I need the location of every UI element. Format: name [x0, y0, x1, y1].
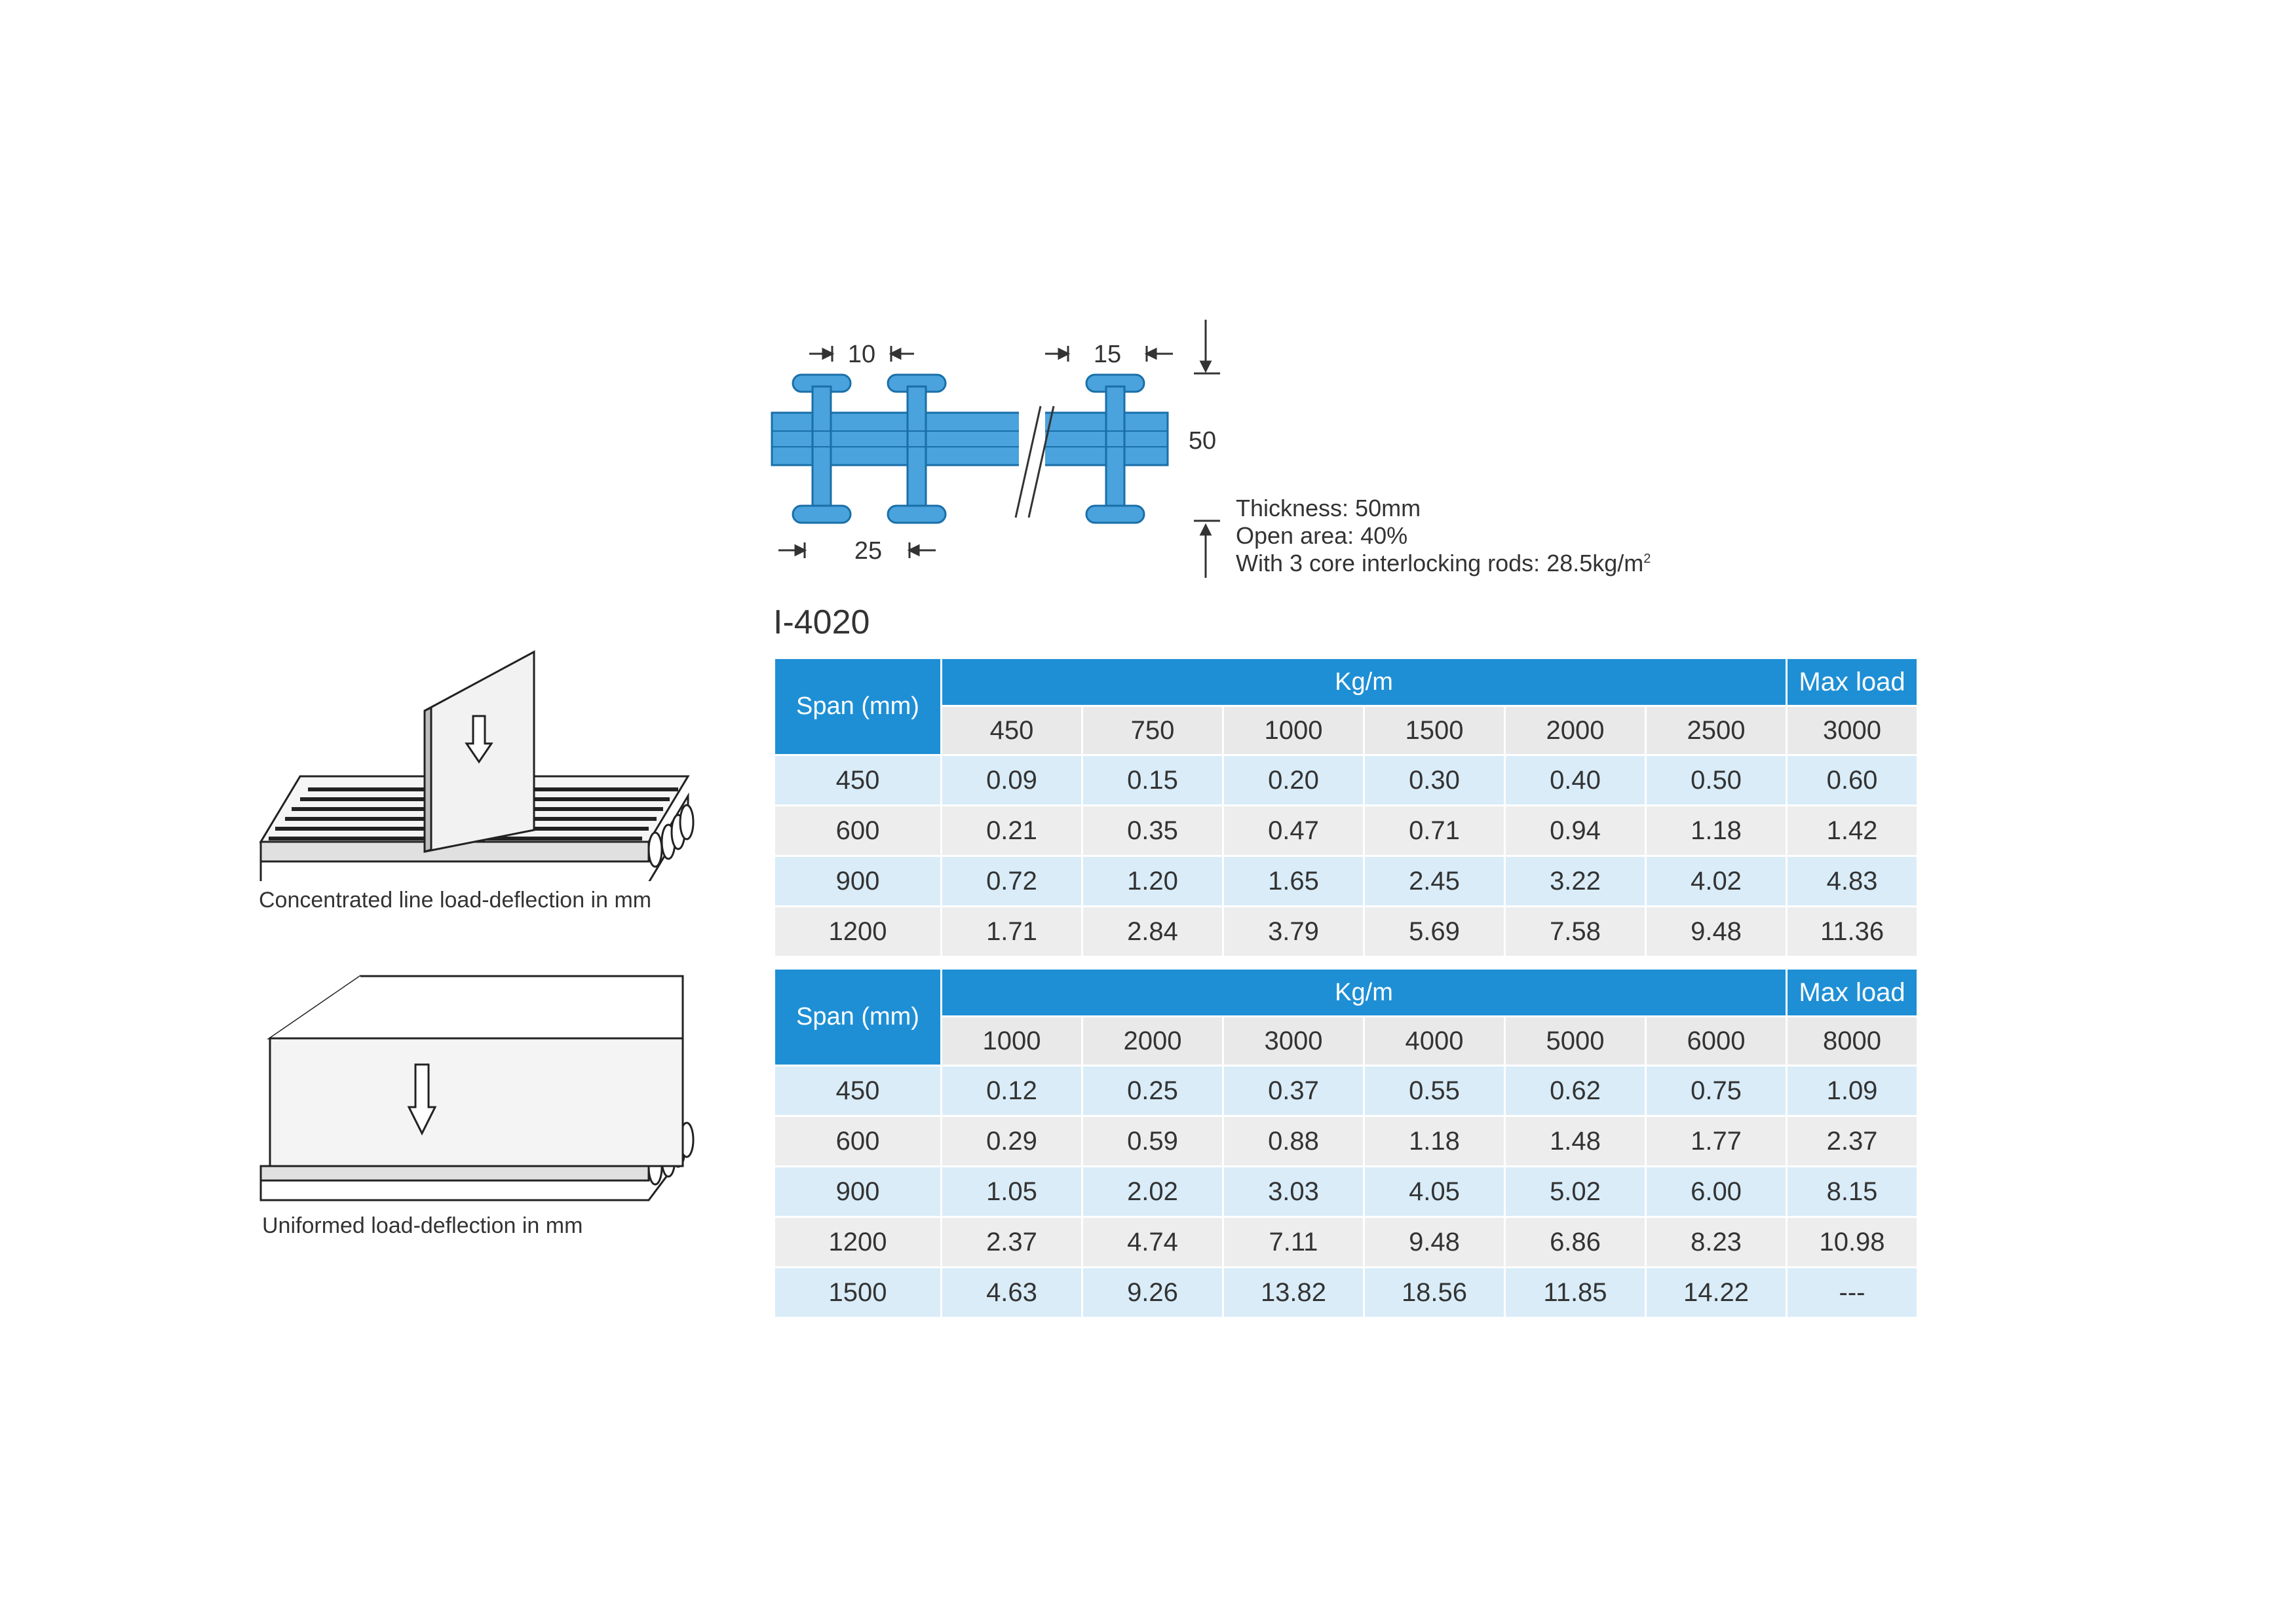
deflection-value: 14.22	[1646, 1268, 1787, 1318]
span-value: 1200	[775, 1217, 942, 1268]
span-value: 1200	[775, 907, 942, 957]
load-value: 2000	[1505, 706, 1646, 755]
deflection-value: 18.56	[1364, 1268, 1505, 1318]
deflection-value: 4.05	[1364, 1167, 1505, 1217]
deflection-value: 9.26	[1082, 1268, 1223, 1318]
deflection-value: 2.45	[1364, 856, 1505, 907]
deflection-value: 0.71	[1364, 806, 1505, 856]
deflection-value: 7.58	[1505, 907, 1646, 957]
load-value: 2000	[1082, 1017, 1223, 1066]
deflection-value: 1.05	[942, 1167, 1082, 1217]
deflection-value: 2.02	[1082, 1167, 1223, 1217]
product-code: I-4020	[773, 603, 870, 641]
deflection-value: 11.85	[1505, 1268, 1646, 1318]
load-value: 6000	[1646, 1017, 1787, 1066]
load-values-row	[775, 706, 1918, 755]
deflection-value: 1.71	[942, 907, 1082, 957]
deflection-value: 1.42	[1787, 806, 1918, 856]
deflection-value: 0.59	[1082, 1116, 1223, 1167]
deflection-value: 5.69	[1364, 907, 1505, 957]
spec-weight-superscript: 2	[1643, 552, 1651, 566]
load-header: Kg/m	[942, 658, 1787, 706]
span-header: Span (mm)	[775, 969, 942, 1066]
table-row	[775, 1217, 1918, 1268]
uniform-load-illustration	[256, 970, 701, 1205]
dim-height-label: 50	[1188, 427, 1217, 455]
span-value: 900	[775, 856, 942, 907]
deflection-value: 8.15	[1787, 1167, 1918, 1217]
deflection-value: 2.84	[1082, 907, 1223, 957]
deflection-value: 0.15	[1082, 755, 1223, 806]
deflection-value: 3.79	[1223, 907, 1364, 957]
deflection-value: 0.62	[1505, 1066, 1646, 1116]
deflection-value: 11.36	[1787, 907, 1918, 957]
table-row	[775, 907, 1918, 957]
load-value: 2500	[1646, 706, 1787, 755]
load-values-row	[775, 1017, 1918, 1066]
line-load-table	[773, 657, 1919, 958]
load-header: Kg/m	[942, 969, 1787, 1017]
deflection-value: 0.12	[942, 1066, 1082, 1116]
deflection-value: 4.02	[1646, 856, 1787, 907]
deflection-value: 0.20	[1223, 755, 1364, 806]
max-load-header: Max load	[1787, 969, 1918, 1017]
deflection-value: ---	[1787, 1268, 1918, 1318]
load-value: 450	[942, 706, 1082, 755]
line-load-illustration	[256, 645, 701, 881]
deflection-value: 1.48	[1505, 1116, 1646, 1167]
table-row	[775, 856, 1918, 907]
load-value: 1000	[942, 1017, 1082, 1066]
load-value: 4000	[1364, 1017, 1505, 1066]
load-value: 750	[1082, 706, 1223, 755]
span-value: 900	[775, 1167, 942, 1217]
dim-top-left-label: 10	[847, 341, 876, 368]
deflection-value: 6.00	[1646, 1167, 1787, 1217]
line-load-caption: Concentrated line load-deflection in mm	[259, 888, 652, 913]
profile-cross-section-diagram	[754, 308, 1252, 590]
deflection-value: 0.37	[1223, 1066, 1364, 1116]
spec-weight-text: With 3 core interlocking rods: 28.5kg/m	[1236, 550, 1644, 576]
dim-top-right-label: 15	[1093, 341, 1122, 368]
deflection-value: 1.65	[1223, 856, 1364, 907]
deflection-value: 0.40	[1505, 755, 1646, 806]
deflection-value: 3.22	[1505, 856, 1646, 907]
dim-bottom-label: 25	[854, 537, 883, 565]
table-row	[775, 1066, 1918, 1116]
deflection-value: 4.74	[1082, 1217, 1223, 1268]
load-value: 5000	[1505, 1017, 1646, 1066]
deflection-value: 0.09	[942, 755, 1082, 806]
uniform-load-table	[773, 968, 1919, 1319]
deflection-value: 5.02	[1505, 1167, 1646, 1217]
deflection-value: 3.03	[1223, 1167, 1364, 1217]
load-value: 8000	[1787, 1017, 1918, 1066]
deflection-value: 0.55	[1364, 1066, 1505, 1116]
deflection-value: 1.18	[1646, 806, 1787, 856]
span-value: 1500	[775, 1268, 942, 1318]
span-value: 600	[775, 806, 942, 856]
deflection-value: 13.82	[1223, 1268, 1364, 1318]
deflection-value: 0.88	[1223, 1116, 1364, 1167]
deflection-value: 0.50	[1646, 755, 1787, 806]
deflection-value: 2.37	[1787, 1116, 1918, 1167]
table-row	[775, 1167, 1918, 1217]
table-header-row	[775, 658, 1918, 706]
uniform-load-caption: Uniformed load-deflection in mm	[262, 1213, 583, 1238]
deflection-value: 6.86	[1505, 1217, 1646, 1268]
deflection-value: 7.11	[1223, 1217, 1364, 1268]
deflection-value: 2.37	[942, 1217, 1082, 1268]
deflection-value: 0.29	[942, 1116, 1082, 1167]
table-row	[775, 1268, 1918, 1318]
deflection-value: 0.35	[1082, 806, 1223, 856]
load-value: 1000	[1223, 706, 1364, 755]
deflection-value: 1.18	[1364, 1116, 1505, 1167]
load-value: 1500	[1364, 706, 1505, 755]
deflection-value: 0.30	[1364, 755, 1505, 806]
deflection-value: 9.48	[1364, 1217, 1505, 1268]
load-value: 3000	[1223, 1017, 1364, 1066]
table-row	[775, 806, 1918, 856]
deflection-value: 1.77	[1646, 1116, 1787, 1167]
max-load-header: Max load	[1787, 658, 1918, 706]
span-header: Span (mm)	[775, 658, 942, 755]
spec-thickness: Thickness: 50mm	[1236, 495, 1421, 521]
deflection-value: 0.25	[1082, 1066, 1223, 1116]
table-row	[775, 755, 1918, 806]
profile-shapes	[772, 375, 1168, 523]
deflection-value: 0.21	[942, 806, 1082, 856]
table-row	[775, 1116, 1918, 1167]
deflection-value: 1.20	[1082, 856, 1223, 907]
span-value: 600	[775, 1116, 942, 1167]
span-value: 450	[775, 1066, 942, 1116]
spec-open-area: Open area: 40%	[1236, 522, 1408, 549]
deflection-value: 0.75	[1646, 1066, 1787, 1116]
spec-weight	[1236, 550, 1651, 577]
deflection-value: 8.23	[1646, 1217, 1787, 1268]
load-value: 3000	[1787, 706, 1918, 755]
deflection-value: 10.98	[1787, 1217, 1918, 1268]
deflection-value: 0.47	[1223, 806, 1364, 856]
deflection-value: 0.60	[1787, 755, 1918, 806]
deflection-value: 9.48	[1646, 907, 1787, 957]
deflection-value: 0.72	[942, 856, 1082, 907]
span-value: 450	[775, 755, 942, 806]
deflection-value: 4.63	[942, 1268, 1082, 1318]
deflection-value: 4.83	[1787, 856, 1918, 907]
deflection-value: 1.09	[1787, 1066, 1918, 1116]
table-header-row	[775, 969, 1918, 1017]
deflection-value: 0.94	[1505, 806, 1646, 856]
